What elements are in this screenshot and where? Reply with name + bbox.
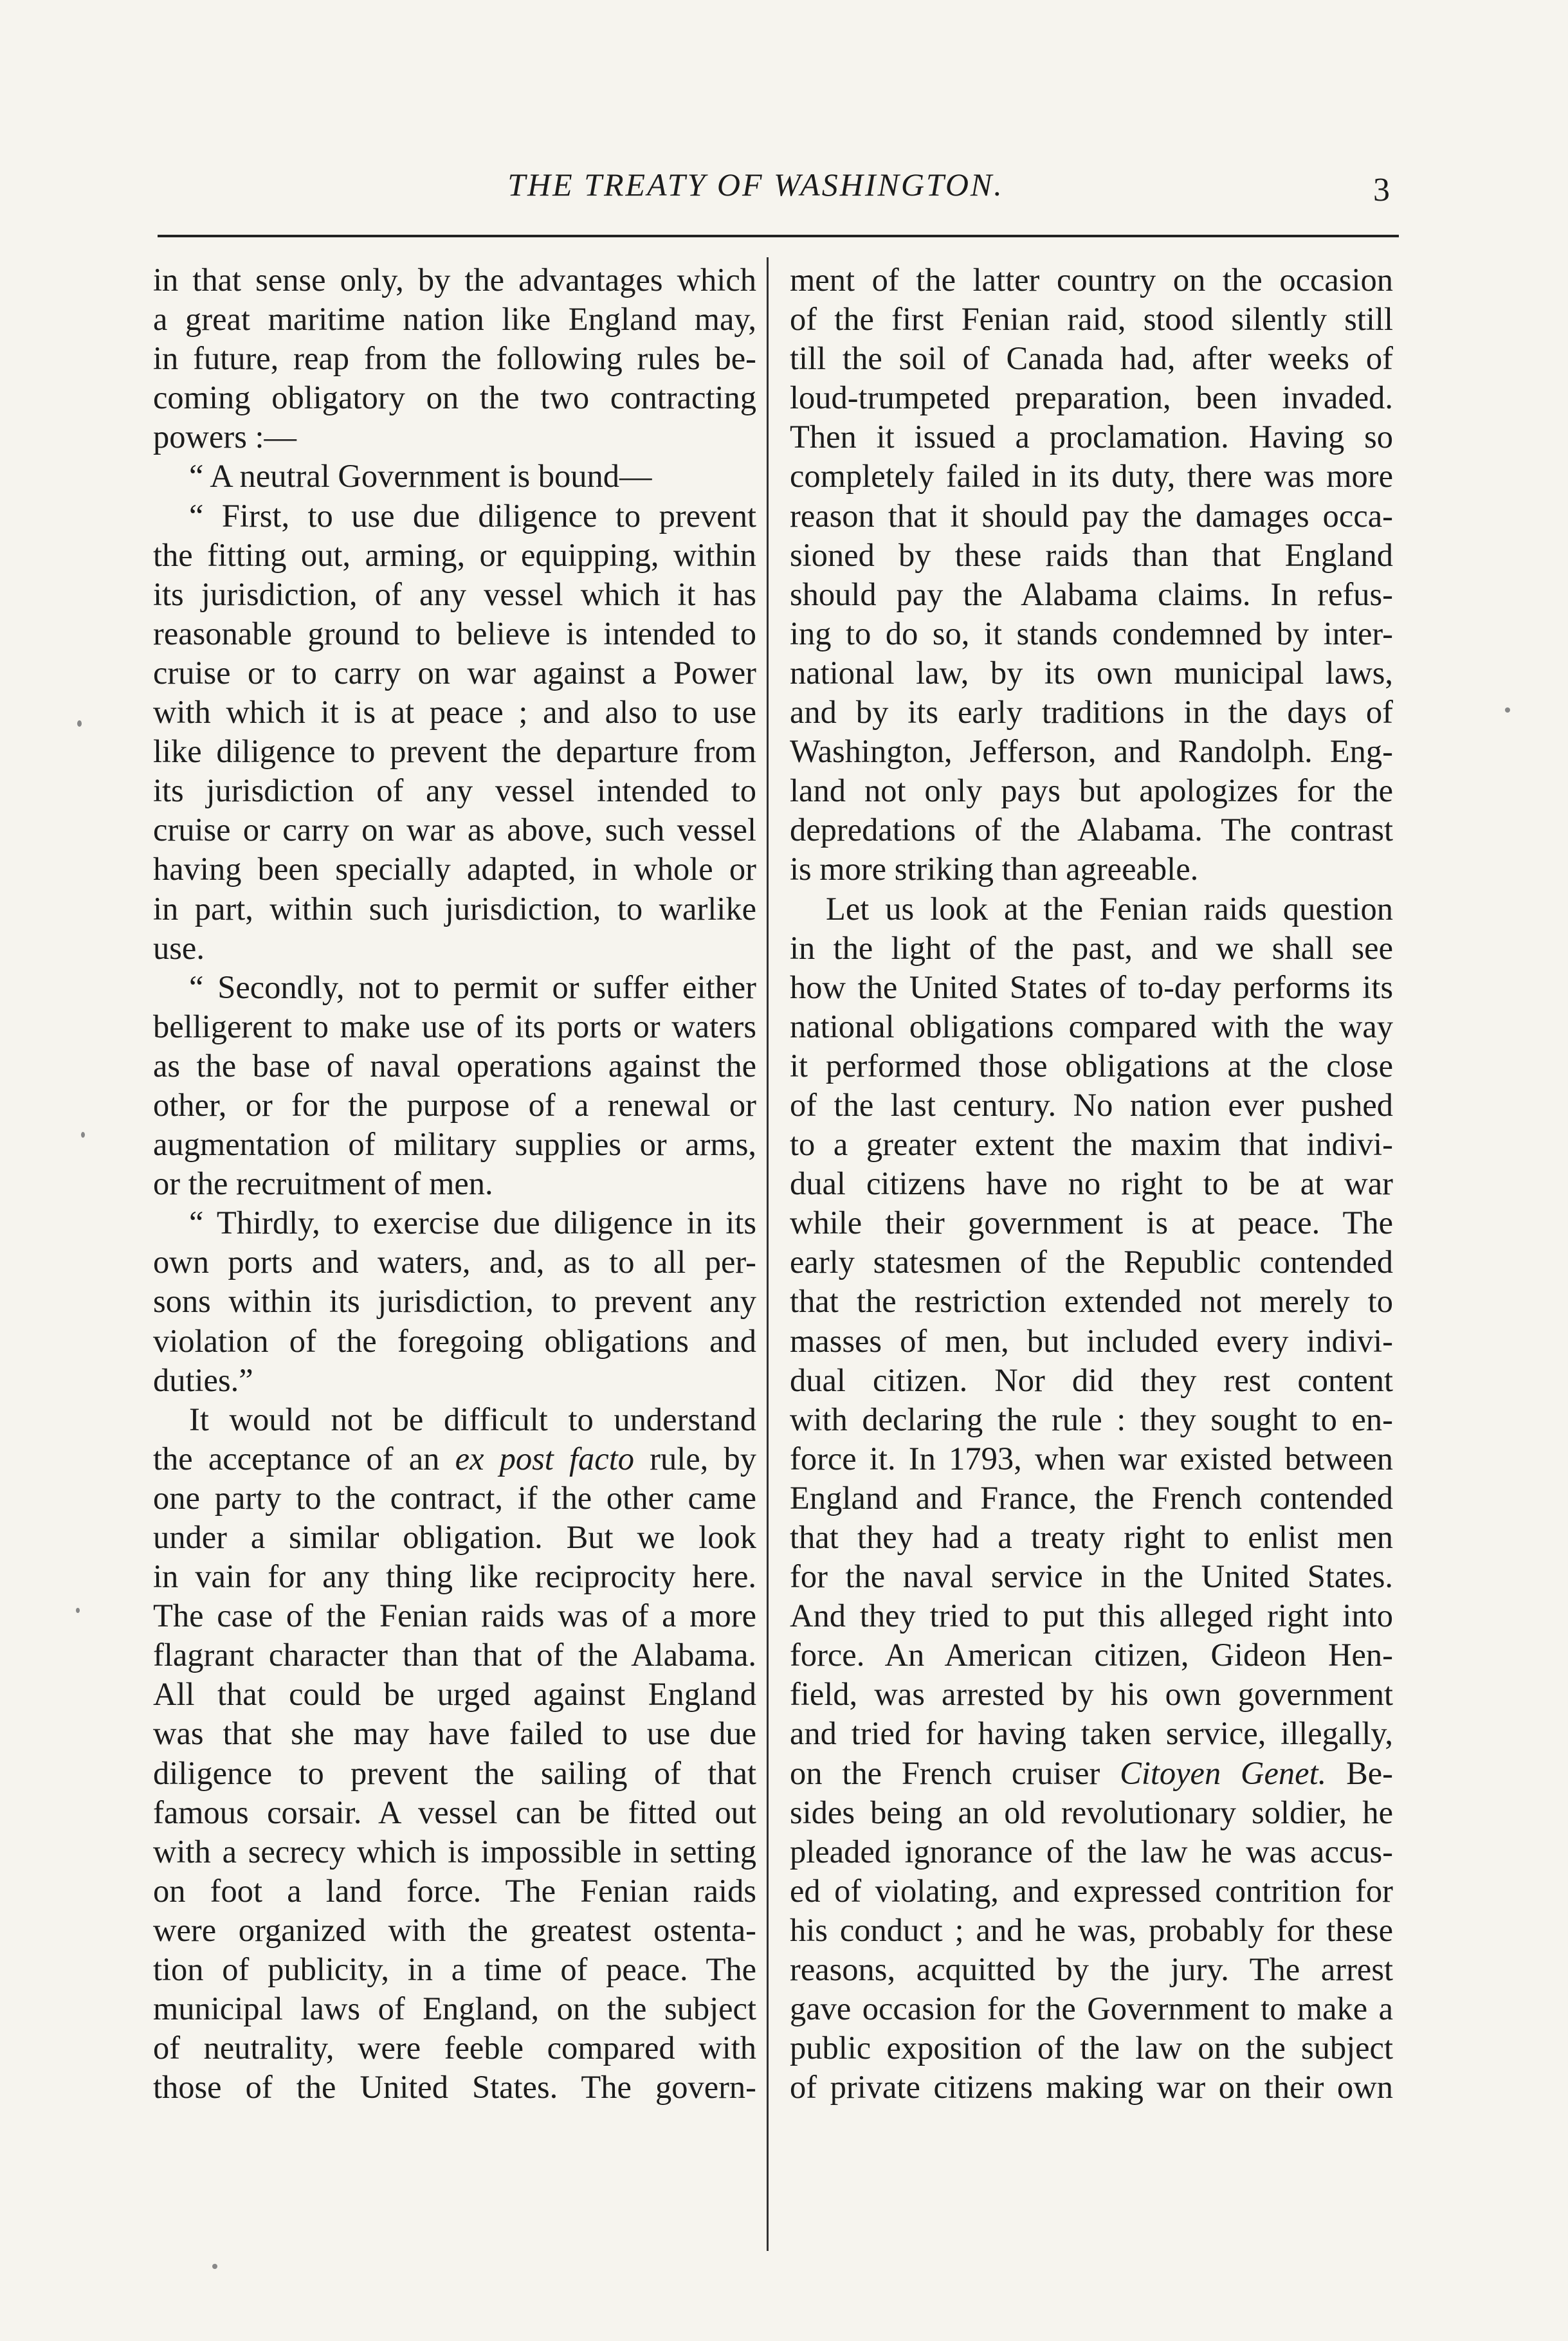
right-column [790, 260, 1393, 2107]
text-line: the fitting out, arming, or equipping, within [153, 536, 756, 573]
text-line: national obligations compared with the way [790, 1008, 1393, 1044]
scan-speck [76, 1608, 80, 1613]
text-line: masses of men, but included every indivi- [790, 1322, 1393, 1359]
text-line: augmentation of military supplies or arms, [153, 1126, 756, 1163]
text-line: and by its early traditions in the days of [790, 694, 1393, 731]
text-line: reasons, acquitted by the jury. The arrest [790, 1951, 1393, 1988]
page-number: 3 [1373, 172, 1390, 208]
text-line: with which it is at peace ; and also to use [153, 694, 756, 731]
text-line: “ First, to use due diligence to prevent [189, 497, 756, 534]
text-line: on foot a land force. The Fenian raids [153, 1872, 756, 1909]
scan-speck [81, 1132, 85, 1138]
text-line: national law, by its own municipal laws, [790, 654, 1393, 691]
text-line: depredations of the Alabama. The contrast [790, 812, 1393, 848]
text-line: a great maritime nation like England may, [153, 301, 756, 338]
text-line: one party to the contract, if the other came [153, 1479, 756, 1516]
text-line: flagrant character than that of the Alabama. [153, 1637, 756, 1673]
text-line: in future, reap from the following rules be- [153, 340, 756, 377]
text-line: dual citizen. Nor did they rest content [790, 1362, 1393, 1398]
text-line: that they had a treaty right to enlist men [790, 1519, 1393, 1555]
text-line: his conduct ; and he was, probably for these [790, 1911, 1393, 1948]
text-line: were organized with the greatest ostenta- [153, 1911, 756, 1948]
text-line: while their government is at peace. The [790, 1205, 1393, 1241]
text-line: to a greater extent the maxim that indivi- [790, 1126, 1393, 1163]
text-line: tion of publicity, in a time of peace. The [153, 1951, 756, 1988]
text-line: ing to do so, it stands condemned by inter- [790, 615, 1393, 651]
scan-speck [1505, 707, 1510, 713]
text-line: sons within its jurisdiction, to prevent any [153, 1283, 756, 1320]
text-line: belligerent to make use of its ports or waters [153, 1008, 756, 1044]
text-line: and tried for having taken service, illegally, [790, 1715, 1393, 1752]
text-line: of the last century. No nation ever pushed [790, 1086, 1393, 1123]
text-line: other, or for the purpose of a renewal or [153, 1086, 756, 1123]
text-line: having been specially adapted, in whole or [153, 851, 756, 888]
text-line: for the naval service in the United States. [790, 1558, 1393, 1595]
text-line: sides being an old revolutionary soldier, he [790, 1794, 1393, 1830]
text-line: gave occasion for the Government to make a [790, 1990, 1393, 2027]
text-line: powers :— [153, 419, 297, 455]
text-line: on the French cruiser Citoyen Genet. Be- [790, 1754, 1393, 1791]
text-line: with a secrecy which is impossible in setting [153, 1833, 756, 1870]
text-line: should pay the Alabama claims. In refus- [790, 576, 1393, 612]
text-line: of private citizens making war on their own [790, 2069, 1393, 2106]
text-line: “ Thirdly, to exercise due diligence in its [189, 1205, 756, 1241]
text-line: reasonable ground to believe is intended to [153, 615, 756, 651]
left-column [153, 260, 756, 2107]
text-line: And they tried to put this alleged right into [790, 1598, 1393, 1634]
text-line: loud-trumpeted preparation, been invaded. [790, 379, 1393, 416]
text-line: reason that it should pay the damages occa- [790, 497, 1393, 534]
text-line: it performed those obligations at the close [790, 1047, 1393, 1084]
column-divider [767, 257, 769, 2251]
scan-speck [212, 2264, 217, 2269]
text-line: force it. In 1793, when war existed between [790, 1440, 1393, 1477]
text-line: early statesmen of the Republic contended [790, 1244, 1393, 1280]
text-line: All that could be urged against England [153, 1676, 756, 1713]
text-line: England and France, the French contended [790, 1479, 1393, 1516]
text-line: completely failed in its duty, there was more [790, 458, 1393, 495]
text-line: like diligence to prevent the departure from [153, 733, 756, 770]
scan-speck [77, 720, 82, 727]
text-line: in vain for any thing like reciprocity here. [153, 1558, 756, 1595]
text-line: ed of violating, and expressed contrition for [790, 1872, 1393, 1909]
text-line: in that sense only, by the advantages which [153, 262, 756, 298]
text-line: Let us look at the Fenian raids question [826, 890, 1393, 927]
header-rule [158, 235, 1399, 237]
text-line: public exposition of the law on the subject [790, 2030, 1393, 2066]
text-line: “ A neutral Government is bound— [189, 458, 652, 495]
text-line: under a similar obligation. But we look [153, 1519, 756, 1555]
text-line: field, was arrested by his own government [790, 1676, 1393, 1713]
text-line: of the first Fenian raid, stood silently still [790, 301, 1393, 338]
text-line: Then it issued a proclamation. Having so [790, 419, 1393, 455]
text-line: pleaded ignorance of the law he was accus- [790, 1833, 1393, 1870]
text-line: famous corsair. A vessel can be fitted out [153, 1794, 756, 1830]
text-line: those of the United States. The govern- [153, 2069, 756, 2106]
italic-phrase: Citoyen Genet. [1120, 1754, 1327, 1791]
text-line: ment of the latter country on the occasion [790, 262, 1393, 298]
text-line: It would not be difficult to understand [189, 1401, 756, 1437]
text-line: till the soil of Canada had, after weeks of [790, 340, 1393, 377]
page-header [0, 0, 1568, 244]
text-line: sioned by these raids than that England [790, 536, 1393, 573]
text-line: municipal laws of England, on the subject [153, 1990, 756, 2027]
text-line: how the United States of to-day performs its [790, 969, 1393, 1005]
text-line: its jurisdiction, of any vessel which it has [153, 576, 756, 612]
text-line: The case of the Fenian raids was of a more [153, 1598, 756, 1634]
text-line: with declaring the rule : they sought to en- [790, 1401, 1393, 1437]
text-line: was that she may have failed to use due [153, 1715, 756, 1752]
text-line: the acceptance of an ex post facto rule, by [153, 1440, 756, 1477]
text-line: that the restriction extended not merely to [790, 1283, 1393, 1320]
text-line: of neutrality, were feeble compared with [153, 2030, 756, 2066]
text-line: dual citizens have no right to be at war [790, 1165, 1393, 1202]
text-line: duties.” [153, 1362, 253, 1398]
text-line: cruise or to carry on war against a Power [153, 654, 756, 691]
text-line: is more striking than agreeable. [790, 851, 1199, 888]
text-line: its jurisdiction of any vessel intended to [153, 772, 756, 809]
running-title: THE TREATY OF WASHINGTON. [507, 167, 1004, 203]
text-line: violation of the foregoing obligations and [153, 1322, 756, 1359]
text-line: “ Secondly, not to permit or suffer either [189, 969, 756, 1005]
text-line: in the light of the past, and we shall see [790, 929, 1393, 966]
text-line: in part, within such jurisdiction, to warlike [153, 890, 756, 927]
text-line: as the base of naval operations against the [153, 1047, 756, 1084]
text-line: own ports and waters, and, as to all per- [153, 1244, 756, 1280]
text-line: coming obligatory on the two contracting [153, 379, 756, 416]
text-line: cruise or carry on war as above, such vessel [153, 812, 756, 848]
text-line: land not only pays but apologizes for the [790, 772, 1393, 809]
italic-phrase: ex post facto [455, 1440, 634, 1477]
text-line: diligence to prevent the sailing of that [153, 1754, 756, 1791]
text-line: Washington, Jefferson, and Randolph. Eng- [790, 733, 1393, 770]
text-line: use. [153, 929, 205, 966]
text-line: or the recruitment of men. [153, 1165, 493, 1202]
text-line: force. An American citizen, Gideon Hen- [790, 1637, 1393, 1673]
